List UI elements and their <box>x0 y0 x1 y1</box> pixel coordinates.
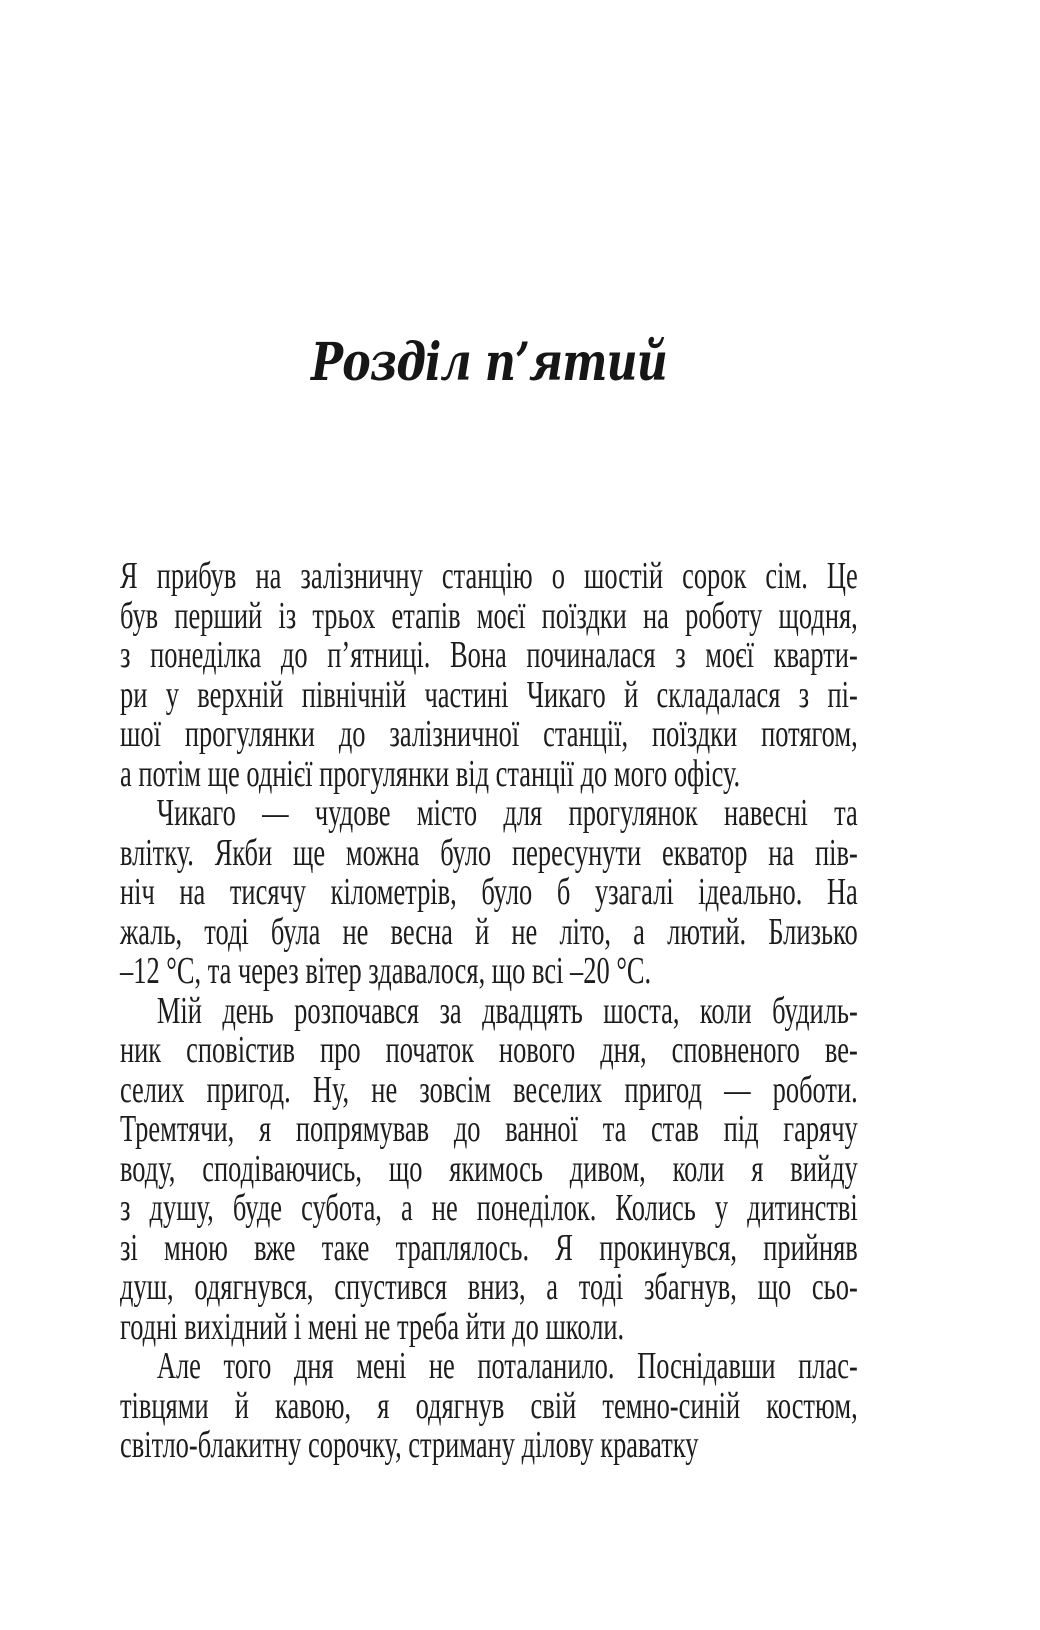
text-line: Мій день розпочався за двадцять шоста, коли будиль- <box>156 989 858 1032</box>
text-line: годні вихідний і мені не треба йти до школи. <box>120 1305 625 1348</box>
text-line: з понеділка до п’ятниці. Вона починалася з моєї кварти- <box>120 634 858 676</box>
text-line: Я прибув на залізничну станцію о шостій сорок сім. Це <box>120 555 858 597</box>
text-line: зі мною вже таке траплялось. Я прокинувся, прийняв <box>120 1226 858 1269</box>
text-line: душ, одягнувся, спустився вниз, а тоді збагнув, що сьо- <box>120 1266 858 1308</box>
text-line: був перший із трьох етапів моєї поїздки на роботу щодня, <box>120 594 858 637</box>
text-line: Але того дня мені не поталанило. Поснідавши плас- <box>156 1345 858 1387</box>
text-line: з душу, буде субота, а не понеділок. Колись у дитинстві <box>120 1187 858 1229</box>
text-line: ри у верхній північній частині Чикаго й складалася з пі- <box>120 673 858 716</box>
text-line: а потім ще однієї прогулянки від станції до мого офісу. <box>120 752 741 795</box>
body-text <box>120 557 858 1466</box>
text-line: воду, сподіваючись, що якимось дивом, коли я вийду <box>120 1147 858 1190</box>
text-line: ніч на тисячу кілометрів, було б узагалі ідеально. На <box>120 871 858 913</box>
text-line: влітку. Якби ще можна було пересунути екватор на пів- <box>120 831 858 874</box>
text-line: селих пригод. Ну, не зовсім веселих пригод — роботи. <box>120 1068 858 1111</box>
text-line: тівцями й кавою, я одягнув свій темно-синій костюм, <box>120 1384 858 1427</box>
text-line: шої прогулянки до залізничної станції, поїздки потягом, <box>120 713 858 755</box>
chapter-title: Розділ п’ятий <box>311 332 667 393</box>
text-line: –12 °C, та через вітер здавалося, що всі –20 °C. <box>120 950 652 992</box>
text-line: Чикаго — чудове місто для прогулянок навесні та <box>156 792 858 834</box>
text-line: Тремтячи, я попрямував до ванної та став під гарячу <box>120 1108 858 1150</box>
text-line: світло-блакитну сорочку, стриману ділову краватку <box>120 1424 699 1466</box>
text-line: жаль, тоді була не весна й не літо, а лютий. Близько <box>120 910 858 953</box>
text-line: ник сповістив про початок нового дня, сповненого ве- <box>120 1029 858 1071</box>
